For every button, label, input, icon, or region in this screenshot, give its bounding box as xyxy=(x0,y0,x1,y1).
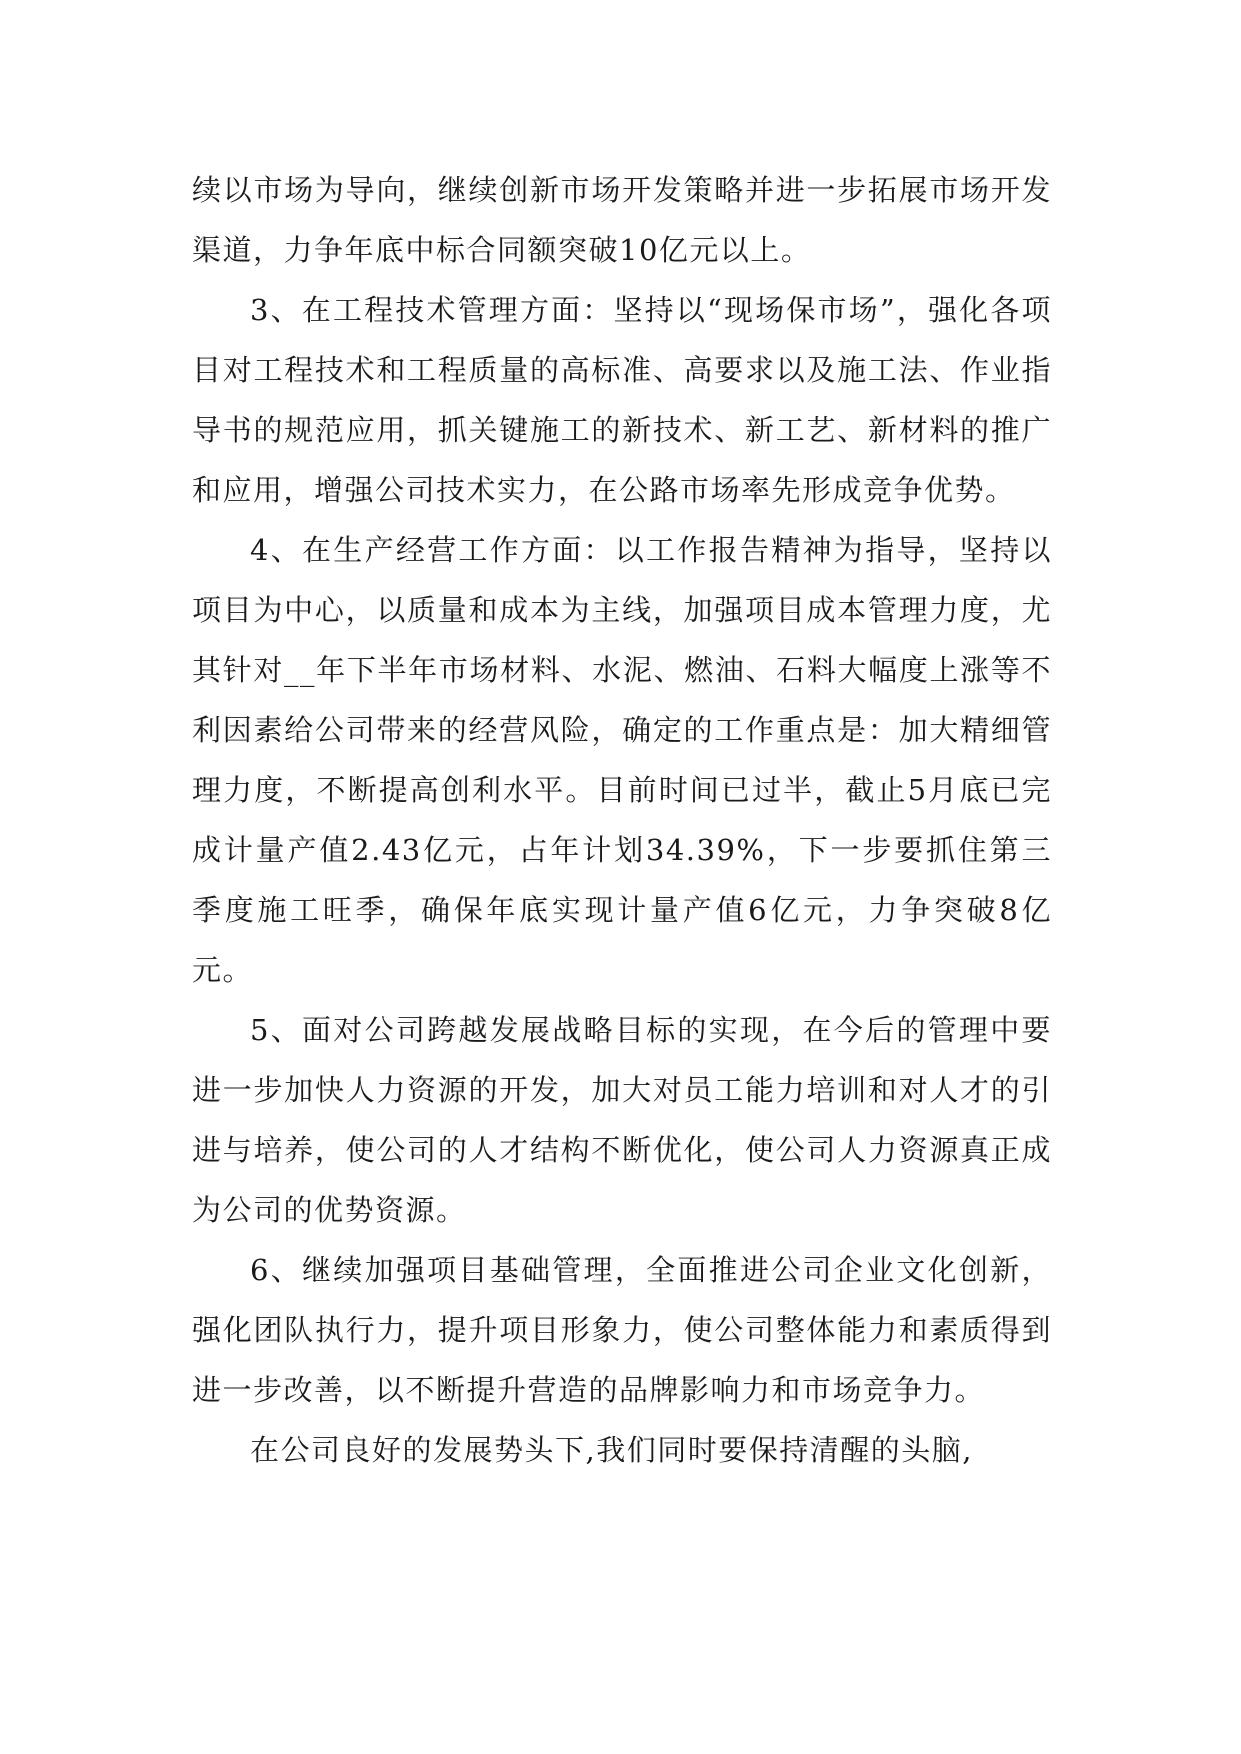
paragraph-human-resources: 5、面对公司跨越发展战略目标的实现，在今后的管理中要进一步加快人力资源的开发，加大对员工能力培训和对人才的引进与培养，使公司的人才结构不断优化，使公司人力资源真正成为公司的优势资源。 xyxy=(192,1013,1052,1227)
paragraph-engineering-technology: 3、在工程技术管理方面：坚持以“现场保市场”，强化各项目对工程技术和工程质量的高标准、高要求以及施工法、作业指导书的规范应用，抓关键施工的新技术、新工艺、新材料的推广和应用，增强公司技术实力，在公路市场率先形成竞争优势。 xyxy=(192,293,1052,507)
paragraph-production-operations: 4、在生产经营工作方面：以工作报告精神为指导，坚持以项目为中心，以质量和成本为主线，加强项目成本管理力度，尤其针对__年下半年市场材料、水泥、燃油、石料大幅度上涨等不利因素给公司带来的经营风险，确定的工作重点是：加大精细管理力度，不断提高创利水平。目前时间已过半，截止5月底已完成计量产值2.43亿元，占年计划34.39%，下一步要抓住第三季度施工旺季，确保年底实现计量产值6亿元，力争突破8亿元。 xyxy=(192,533,1052,987)
body-text xyxy=(192,160,1052,1480)
paragraph-project-management: 6、继续加强项目基础管理，全面推进公司企业文化创新，强化团队执行力，提升项目形象力，使公司整体能力和素质得到进一步改善，以不断提升营造的品牌影响力和市场竞争力。 xyxy=(192,1253,1052,1407)
paragraph-continuation: 续以市场为导向，继续创新市场开发策略并进一步拓展市场开发渠道，力争年底中标合同额突破10亿元以上。 xyxy=(192,173,1052,267)
paragraph-closing: 在公司良好的发展势头下,我们同时要保持清醒的头脑, xyxy=(250,1433,973,1467)
